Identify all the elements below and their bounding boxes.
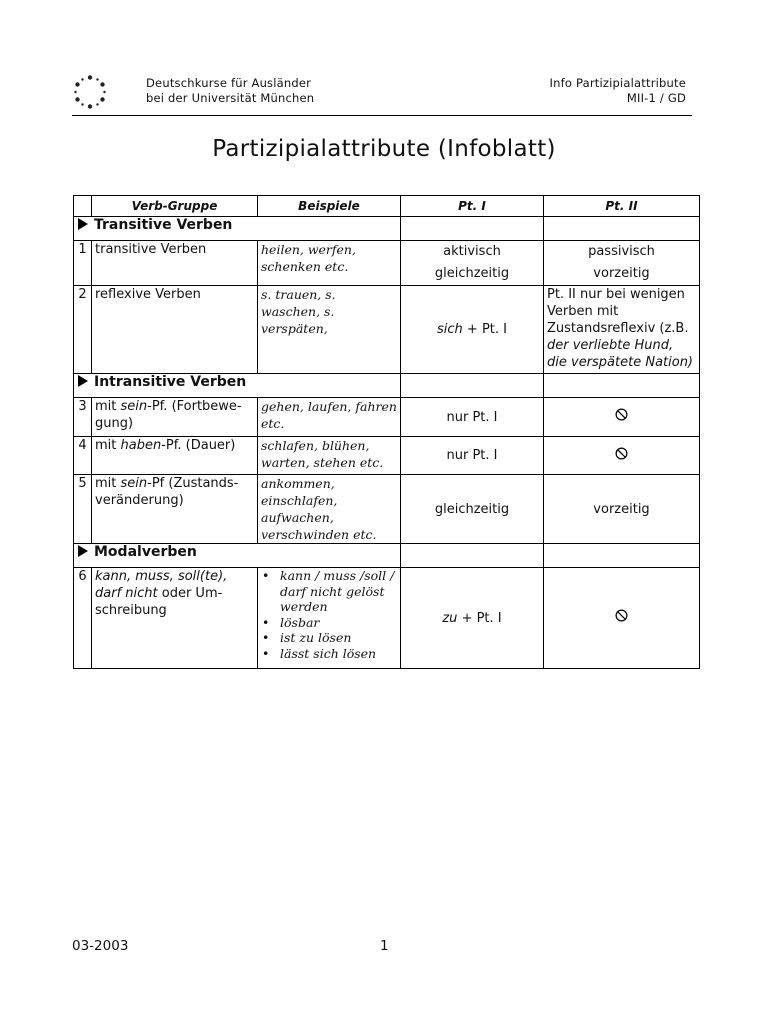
list-item: • kann / muss /soll / darf nicht gelöst werden (262, 568, 395, 614)
table-row (74, 398, 700, 437)
pt2-example: der verliebte Hund, die verspätete Nation) (547, 338, 694, 370)
pt1-cell: nur Pt. I (401, 437, 544, 475)
table-header-row (74, 196, 700, 217)
example-text: lässt sich lösen (280, 645, 377, 661)
examples-cell: s. trauen, s. waschen, s. verspäten, (258, 286, 401, 374)
header-doc-title: Info Partizipialattribute (549, 76, 686, 90)
verb-group-text: -Pf (Zustands-veränderung) (95, 476, 239, 508)
row-number: 5 (74, 475, 92, 544)
header-empty-cell (74, 196, 92, 217)
table-row (74, 437, 700, 475)
pt1-cell: nur Pt. I (401, 398, 544, 437)
table-row (74, 286, 700, 374)
verb-group-cell (92, 398, 258, 437)
example-text: lösbar (280, 614, 320, 630)
verb-group-text: -Pf. (Fortbewe-gung) (95, 399, 242, 431)
verb-group-cell (92, 437, 258, 475)
examples-list (261, 568, 397, 661)
triangle-bullet-icon (78, 545, 88, 557)
section-row-transitive (74, 217, 700, 241)
pt2-cell (544, 437, 700, 475)
section-title-cell (74, 544, 401, 568)
verb-group-cell (92, 475, 258, 544)
pt1-cell: gleichzeitig (401, 475, 544, 544)
verb-group-cell (92, 568, 258, 669)
section-empty-pt2 (544, 374, 700, 398)
section-empty-pt2 (544, 217, 700, 241)
pt1-formula: + Pt. I (457, 610, 502, 626)
section-empty-pt1 (401, 544, 544, 568)
triangle-bullet-icon (78, 375, 88, 387)
pt2-cell (544, 241, 700, 286)
triangle-bullet-icon (78, 218, 88, 230)
row-number: 2 (74, 286, 92, 374)
verb-group-text: -Pf. (Dauer) (161, 438, 236, 453)
header-institution (146, 76, 314, 106)
pt2-cell (544, 286, 700, 374)
section-title: Modalverben (94, 544, 197, 560)
section-empty-pt1 (401, 217, 544, 241)
pt2-cell (544, 568, 700, 669)
col-header-pt1: Pt. I (401, 196, 544, 217)
section-title: Intransitive Verben (94, 374, 247, 390)
section-title-cell (74, 217, 401, 241)
pt1-cell (401, 568, 544, 669)
pt2-line: passivisch (588, 244, 655, 259)
col-header-verb-group: Verb-Gruppe (92, 196, 258, 217)
auxiliary-verb: sein (120, 476, 148, 491)
list-item: • ist zu lösen (262, 630, 352, 645)
pt1-particle: zu (442, 610, 458, 626)
table-row (74, 475, 700, 544)
no-entry-icon (615, 447, 628, 460)
section-row-modal (74, 544, 700, 568)
pt1-line: gleichzeitig (434, 266, 510, 281)
section-row-intransitive (74, 374, 700, 398)
no-entry-icon (615, 609, 628, 622)
modal-verbs: kann, muss, soll(te), darf nicht (95, 569, 228, 601)
header-doc-code: MII-1 / GD (626, 91, 686, 105)
pt1-line: aktivisch (443, 244, 501, 259)
examples-cell: heilen, werfen, schenken etc. (258, 241, 401, 286)
footer-date: 03-2003 (72, 938, 129, 954)
section-title-cell (74, 374, 401, 398)
verb-group-text: mit (95, 476, 121, 491)
examples-cell (258, 568, 401, 669)
list-item: • lässt sich lösen (262, 645, 377, 661)
verb-group-text: mit (95, 438, 121, 453)
col-header-examples: Beispiele (258, 196, 401, 217)
page-title: Partizipialattribute (Infoblatt) (212, 136, 556, 162)
header-document-info (550, 76, 686, 106)
section-empty-pt2 (544, 544, 700, 568)
pt2-cell (544, 398, 700, 437)
table-row (74, 568, 700, 669)
example-text: kann / muss /soll / darf nicht gelöst werden (280, 568, 395, 614)
pt2-note: Pt. II nur bei wenigen Verben mit Zustandsreflexiv (z.B. (547, 287, 689, 336)
section-empty-pt1 (401, 374, 544, 398)
pt1-reflexive-pronoun: sich (437, 322, 463, 337)
row-number: 1 (74, 241, 92, 286)
header-institution-line2: bei der Universität München (146, 91, 315, 105)
example-text: ist zu lösen (280, 630, 352, 645)
table-row (74, 241, 700, 286)
verb-group-cell: reflexive Verben (92, 286, 258, 374)
examples-cell: gehen, laufen, fahren etc. (258, 398, 401, 437)
row-number: 3 (74, 398, 92, 437)
auxiliary-verb: haben (120, 438, 162, 453)
list-item: • lösbar (262, 614, 320, 630)
verb-group-cell: transitive Verben (92, 241, 258, 286)
row-number: 6 (74, 568, 92, 669)
header-institution-line1: Deutschkurse für Ausländer (146, 76, 312, 90)
header-divider (72, 115, 692, 116)
verb-group-text: mit (95, 399, 121, 414)
page-number: 1 (380, 938, 389, 954)
no-entry-icon (615, 408, 628, 421)
col-header-pt2: Pt. II (544, 196, 700, 217)
row-number: 4 (74, 437, 92, 475)
section-title: Transitive Verben (94, 217, 233, 233)
pt1-formula: + Pt. I (462, 322, 507, 337)
participle-table (73, 195, 700, 669)
university-logo-icon (72, 74, 108, 110)
pt1-cell (401, 286, 544, 374)
pt2-cell: vorzeitig (544, 475, 700, 544)
auxiliary-verb: sein (120, 399, 148, 414)
verb-group-text: oder Um-schreibung (95, 586, 223, 618)
pt2-line: vorzeitig (593, 266, 650, 281)
examples-cell: schlafen, blühen, warten, stehen etc. (258, 437, 401, 475)
examples-cell: ankommen, einschlafen, aufwachen, verschwinden etc. (258, 475, 401, 544)
pt1-cell (401, 241, 544, 286)
